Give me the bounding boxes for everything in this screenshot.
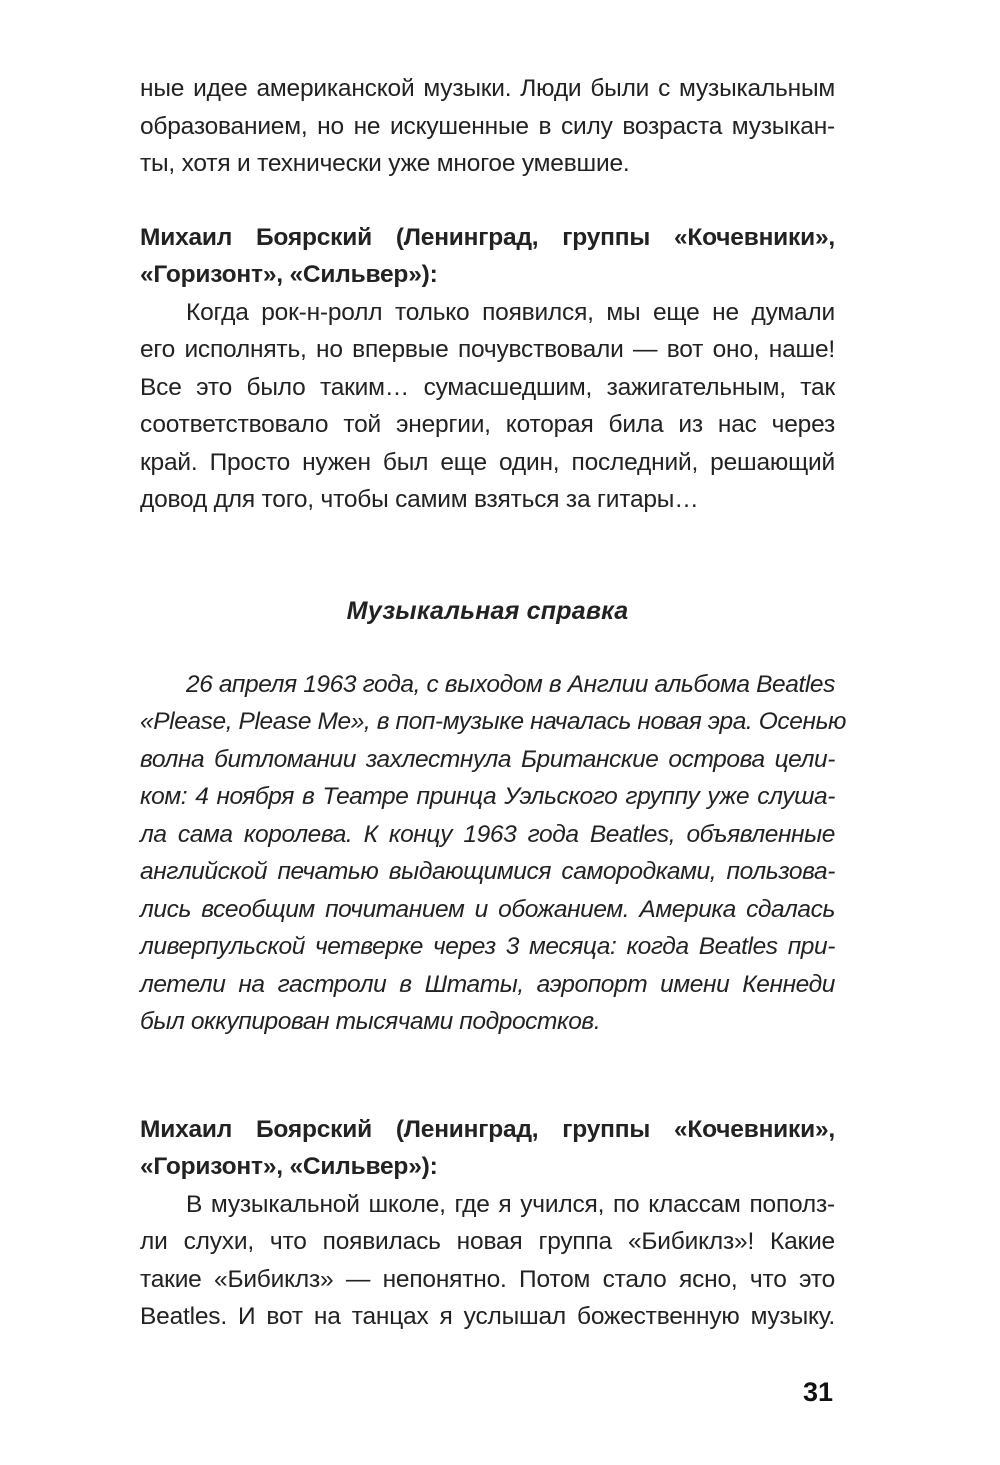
text-line: «Please, Please Me», в поп-музыке началась новая эра. Осенью [140,708,847,735]
text-line: ливерпульской четверке через 3 месяца: когда Beatles при- [140,933,835,960]
text-line: его исполнять, но впервые почувствовали — вот оно, наше! [140,336,835,363]
text-line: край. Просто нужен был еще один, последний, решающий [140,448,835,476]
text-line: образованием, но не искушенные в силу возраста музыкан- [140,112,835,140]
text-line: Beatles. И вот на танцах я услышал божественную музыку. [140,1303,835,1330]
text-line: ли слухи, что появилась новая группа «Бибиклз»! Какие [140,1228,835,1255]
text-line: Все это было таким… сумасшедшим, зажигательным, так [140,373,835,401]
text-line: был оккупирован тысячами подростков. [140,1008,601,1035]
opening-paragraph [140,70,835,183]
text-line: Когда рок-н-ролл только появился, мы еще не думали [186,298,835,326]
speaker-attribution-1 [140,219,835,294]
speaker-line: «Горизонт», «Сильвер»): [140,261,438,288]
text-line: довод для того, чтобы самим взяться за гитары… [140,486,699,513]
text-line: английской печатью выдающимися самородками, пользова- [140,858,835,885]
speaker-line: Михаил Боярский (Ленинград, группы «Кочевники», [140,223,835,251]
text-line: 26 апреля 1963 года, с выходом в Англии альбома Beatles [186,670,835,698]
text-line: летели на гастроли в Штаты, аэропорт имени Кеннеди [140,970,835,998]
speaker-line: Михаил Боярский (Ленинград, группы «Кочевники», [140,1115,835,1143]
page-number: 31 [802,1377,833,1407]
quote-1 [140,294,835,519]
speaker-line: «Горизонт», «Сильвер»): [140,1153,438,1180]
book-page [140,70,847,1336]
text-line: ные идее американской музыки. Люди были с музыкальным [140,75,835,102]
reference-note [140,666,847,1041]
section-heading: Музыкальная справка [346,596,629,625]
text-line: ком: 4 ноября в Театре принца Уэльского группу уже слуша- [140,783,835,810]
text-line: ты, хотя и технически уже многое умевшие. [140,150,630,177]
text-line: В музыкальной школе, где я учился, по классам пополз- [186,1190,835,1218]
text-line: соответствовало той энергии, которая била из нас через [140,411,835,438]
text-line: ла сама королева. К концу 1963 года Beatles, объявленные [140,820,835,848]
speaker-attribution-2 [140,1111,835,1186]
text-line: лись всеобщим почитанием и обожанием. Америка сдалась [140,895,835,923]
quote-2 [140,1186,835,1336]
text-line: такие «Бибиклз» — непонятно. Потом стало ясно, что это [140,1265,835,1293]
text-line: волна битломании захлестнула Британские острова цели- [140,745,835,773]
